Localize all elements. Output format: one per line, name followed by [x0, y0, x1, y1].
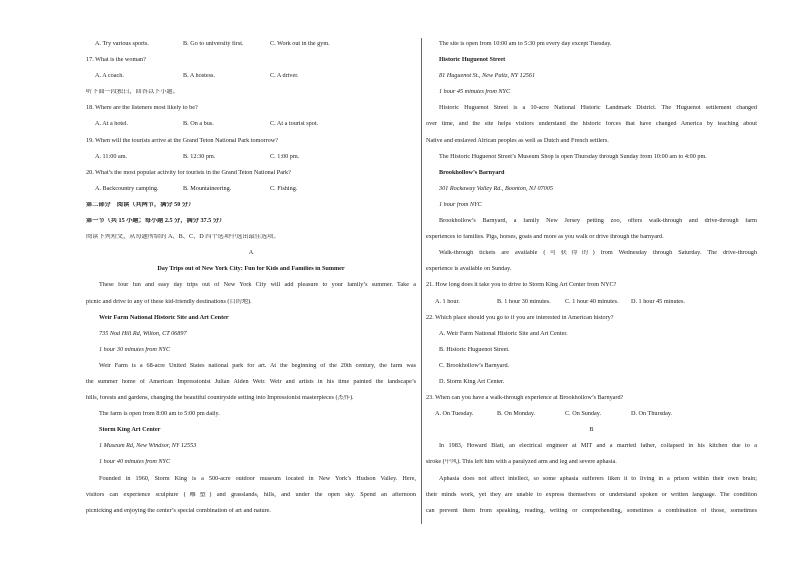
option-b: B. 12:30 pm.	[183, 153, 216, 160]
passage-b-line-4: their minds work, yet they are unable to express themselves or understand spoken or written language. The condition	[426, 491, 757, 498]
intro-line-1: These four fun and easy day trips out of New York City will add pleasure to your family’s summer. Take a	[99, 282, 416, 289]
q22-option-a: A. Weir Farm National Historic Site and Art Center.	[439, 330, 568, 337]
q22-option-b: B. Historic Huguenot Street.	[439, 346, 510, 353]
option-a: A. At a hotel.	[95, 121, 129, 128]
brookhollow-address: 301 Rockaway Valley Rd., Boonton, NJ 07005	[439, 185, 553, 192]
left-column	[86, 41, 416, 524]
part-2-heading: 第二部分 阅读（共两节，满分 50 分）	[86, 201, 195, 208]
option-a: A. 11:00 am.	[95, 153, 128, 160]
storm-line-1: Founded in 1960, Storm King is a 500-acre outdoor museum located in New York’s Hudson Valley. Here,	[99, 475, 416, 482]
weir-farm-address: 735 Nod Hill Rd, Wilton, CT 06897	[99, 330, 187, 337]
q20-options	[86, 186, 416, 202]
question-18: 18. Where are the listeners most likely to be?	[86, 105, 198, 112]
option-c: C. A driver.	[270, 73, 299, 80]
q21-options	[426, 299, 757, 315]
column-divider	[421, 38, 422, 524]
option-c: C. At a tourist spot.	[270, 121, 319, 128]
question-23: 23. When can you have a walk-through experience at Brookhollow’s Barnyard?	[426, 395, 624, 402]
storm-line-2: visitors can experience sculpture (雕塑) and grasslands, hills, and under the open sky. Spend an afternoon	[86, 491, 416, 498]
storm-king-distance: 1 hour 40 minutes from NYC	[99, 459, 171, 466]
brookhollow-line-1: Brookhollow’s Barnyard, a family New Jersey petting zoo, offers walk-through and drive-through farm	[439, 218, 757, 225]
option-c: C. On Sunday.	[565, 411, 602, 418]
listening-instruction: 听下面一段独白，回答以下小题。	[86, 89, 179, 96]
brookhollow-line-3: Walk-through tickets are available (可获得的) from Wednesday through Saturday. The drive-through	[439, 250, 757, 257]
storm-king-address: 1 Museum Rd, New Windsor, NY 12553	[99, 443, 197, 450]
passage-b-label: B	[589, 427, 594, 434]
intro-line-2: picnic and drive to any of these kid-friendly destinations (目的地).	[86, 298, 252, 305]
storm-king-heading: Storm King Art Center	[99, 427, 161, 434]
huguenot-hours: The Historic Huguenot Street’s Museum Shop is open Thursday through Sunday from 10:00 am to 4:00 pm.	[439, 153, 707, 160]
q18-options	[86, 121, 416, 137]
option-b: B. On Monday.	[497, 411, 536, 418]
huguenot-line-3: Native and enslaved African peoples as well as Dutch and French settlers.	[426, 137, 609, 144]
section-1-heading: 第一节（共 15 小题；每小题 2.5 分，满分 37.5 分）	[86, 218, 226, 225]
option-c: C. Work out in the gym.	[270, 41, 330, 47]
huguenot-address: 81 Huguenot St., New Paltz, NY 12561	[439, 73, 536, 80]
option-b: B. Mountaineering.	[183, 185, 232, 192]
option-b: B. 1 hour 30 minutes.	[497, 298, 551, 305]
storm-hours: The site is open from 10:00 am to 5:30 pm every day except Tuesday.	[439, 41, 612, 47]
brookhollow-heading: Brookhollow’s Barnyard	[439, 169, 505, 176]
option-a: A. 1 hour.	[435, 298, 460, 305]
option-a: A. Try various sports.	[95, 41, 149, 47]
question-20: 20. What’s the most popular activity for tourists in the Grand Teton National Park?	[86, 169, 291, 176]
brookhollow-line-2: experiences to families. Pigs, horses, goats and more as you walk or drive through the barnyard.	[426, 234, 664, 241]
option-b: B. A hostess.	[183, 73, 215, 80]
passage-title: Day Trips out of New York City: Fun for Kids and Families in Summer	[157, 266, 345, 273]
option-c: C. 1 hour 40 minutes.	[565, 298, 619, 305]
q16-options	[86, 41, 416, 57]
option-b: B. On a bus.	[183, 121, 214, 128]
passage-b-line-5: can prevent them from speaking, reading, writing or comprehending, sometimes a combination of those, sometimes	[426, 507, 757, 514]
option-c: C. Fishing.	[270, 185, 298, 192]
passage-b-line-2: stroke (中风). This left him with a paralyzed arm and leg and severe aphasia.	[426, 459, 617, 466]
huguenot-distance: 1 hour 45 minutes from NYC	[439, 89, 511, 96]
passage-b-line-1: In 1983, Howard Blatt, an electrical engineer at MIT and a married father, collapsed in his kitchen due to a	[439, 443, 757, 450]
huguenot-line-1: Historic Huguenot Street is a 10-acre National Historic Landmark District. The Huguenot settlement changed	[439, 105, 757, 112]
option-a: A. A coach.	[95, 73, 124, 80]
option-d: D. On Thursday.	[631, 411, 673, 418]
huguenot-line-2: over time, and the site helps visitors understand the historic forces that have changed America by teaching about	[426, 121, 757, 128]
passage-b-line-3: Aphasia does not affect intellect, so some aphasia sufferers liken it to living in a prison within their own brain;	[439, 475, 757, 482]
question-17: 17. What is the woman?	[86, 57, 146, 64]
right-column	[426, 41, 757, 524]
q22-option-c: C. Brookhollow’s Barnyard.	[439, 362, 510, 369]
option-a: A. On Tuesday.	[435, 411, 474, 418]
brookhollow-line-4: experience is available on Sunday.	[426, 266, 512, 273]
option-b: B. Go to university first.	[183, 41, 244, 47]
weir-farm-distance: 1 hour 30 minutes from NYC	[99, 346, 171, 353]
weir-farm-heading: Weir Farm National Historic Site and Art Center	[99, 314, 229, 321]
q23-options	[426, 411, 757, 427]
huguenot-heading: Historic Huguenot Street	[439, 57, 506, 64]
passage-a-label: A	[248, 250, 254, 257]
q22-option-d: D. Storm King Art Center.	[439, 378, 505, 385]
question-21: 21. How long does it take you to drive to Storm King Art Center from NYC?	[426, 282, 617, 289]
weir-line-2: the summer home of American Impressionist Julian Alden Weir. Weir and artists in his time painted the landscape’s	[86, 378, 416, 385]
weir-hours: The farm is open from 8:00 am to 5:00 pm daily.	[99, 411, 220, 418]
weir-line-3: hills, forests and gardens, changing the beautiful countryside setting into Impressionist masterpieces (杰作).	[86, 395, 354, 402]
brookhollow-distance: 1 hour from NYC	[439, 201, 482, 208]
question-22: 22. Which place should you go to if you are interested in American history?	[426, 314, 614, 321]
option-d: D. 1 hour 45 minutes.	[631, 298, 685, 305]
option-a: A. Backcountry camping.	[95, 185, 159, 192]
weir-line-1: Weir Farm is a 68-acre United States national park for art. At the beginning of the 20th century, the farm was	[99, 362, 416, 369]
question-19: 19. When will the tourists arrive at the Grand Teton National Park tomorrow?	[86, 137, 278, 144]
q19-options	[86, 154, 416, 170]
reading-instruction: 阅读下列短文，从每题所给的 A、B、C、D 四个选项中选出最佳选项。	[86, 234, 280, 241]
storm-line-3: picnicking and enjoying the center’s special combination of art and nature.	[86, 507, 271, 514]
q17-options	[86, 73, 416, 89]
option-c: C. 1:00 pm.	[270, 153, 300, 160]
